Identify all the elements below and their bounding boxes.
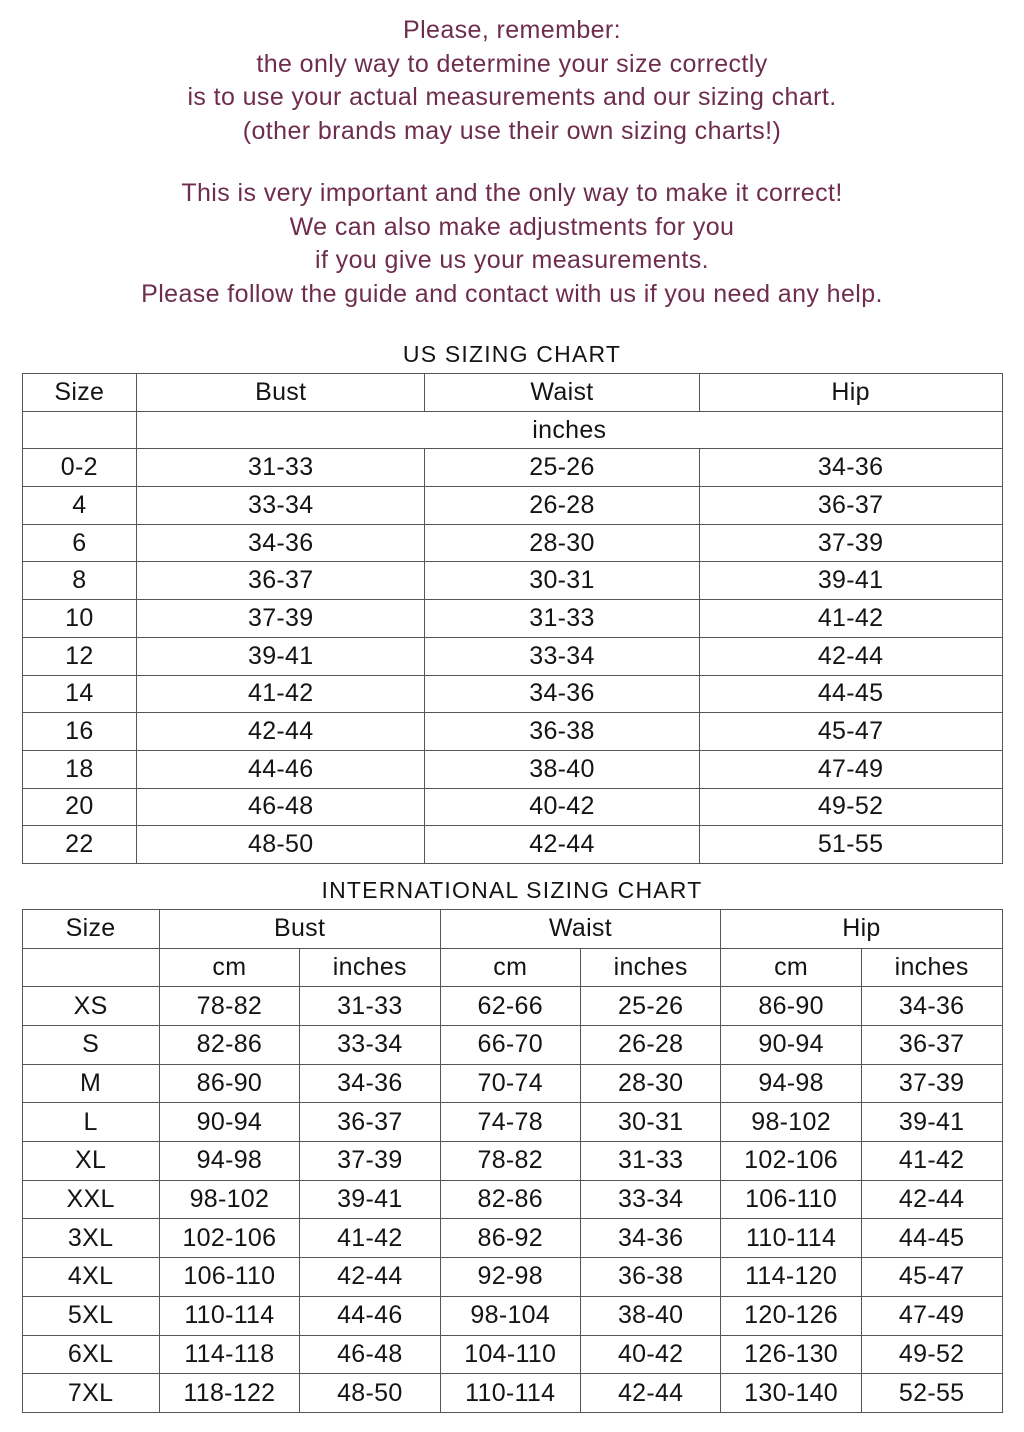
table-cell: 37-39 [699, 524, 1002, 562]
table-cell: 40-42 [425, 788, 699, 826]
table-cell: 98-102 [159, 1180, 299, 1219]
table-cell: 25-26 [580, 987, 720, 1026]
table-cell: 42-44 [137, 713, 425, 751]
table-cell: 34-36 [425, 675, 699, 713]
table-cell: 10 [22, 600, 137, 638]
table-cell: 86-90 [721, 987, 861, 1026]
intl-unit-bust-cm: cm [159, 948, 299, 987]
table-row [22, 987, 1002, 1026]
table-row [22, 600, 1002, 638]
table-row [22, 826, 1002, 864]
intl-col-header-hip: Hip [721, 909, 1002, 948]
table-cell: 34-36 [861, 987, 1002, 1026]
table-cell: XS [22, 987, 159, 1026]
table-cell: 47-49 [861, 1296, 1002, 1335]
us-unit-label: inches [137, 411, 1002, 449]
table-cell: 37-39 [300, 1142, 440, 1181]
table-cell: 38-40 [425, 750, 699, 788]
table-cell: 31-33 [300, 987, 440, 1026]
table-cell: 37-39 [137, 600, 425, 638]
table-cell: 8 [22, 562, 137, 600]
table-cell: 36-37 [300, 1103, 440, 1142]
table-cell: 39-41 [300, 1180, 440, 1219]
table-row [22, 788, 1002, 826]
table-cell: 36-37 [861, 1026, 1002, 1065]
intro-paragraph-importance [0, 177, 1024, 311]
us-sizing-table [22, 373, 1003, 864]
table-cell: 14 [22, 675, 137, 713]
table-cell: 41-42 [137, 675, 425, 713]
table-row [22, 1026, 1002, 1065]
table-row [22, 750, 1002, 788]
table-cell: 4 [22, 487, 137, 525]
table-cell: 92-98 [440, 1258, 580, 1297]
table-row [22, 1180, 1002, 1219]
table-cell: XL [22, 1142, 159, 1181]
intro-line: (other brands may use their own sizing charts!) [242, 116, 782, 145]
table-cell: 82-86 [440, 1180, 580, 1219]
us-unit-empty-cell [22, 411, 137, 449]
table-cell: 34-36 [580, 1219, 720, 1258]
table-cell: 39-41 [861, 1103, 1002, 1142]
table-cell: 41-42 [699, 600, 1002, 638]
table-cell: 6 [22, 524, 137, 562]
intl-unit-bust-inches: inches [300, 948, 440, 987]
table-cell: 4XL [22, 1258, 159, 1297]
table-cell: 110-114 [721, 1219, 861, 1258]
table-cell: XXL [22, 1180, 159, 1219]
table-cell: 98-102 [721, 1103, 861, 1142]
table-cell: 114-120 [721, 1258, 861, 1297]
table-row [22, 1142, 1002, 1181]
table-cell: 42-44 [580, 1374, 720, 1413]
table-cell: 45-47 [699, 713, 1002, 751]
table-cell: 30-31 [425, 562, 699, 600]
intl-unit-hip-cm: cm [721, 948, 861, 987]
table-cell: 42-44 [861, 1180, 1002, 1219]
us-table-header [22, 374, 1002, 449]
table-row [22, 637, 1002, 675]
table-cell: 46-48 [300, 1335, 440, 1374]
us-col-header-waist: Waist [425, 374, 699, 412]
table-cell: 106-110 [159, 1258, 299, 1297]
table-cell: 25-26 [425, 449, 699, 487]
table-cell: 51-55 [699, 826, 1002, 864]
table-cell: 33-34 [300, 1026, 440, 1065]
table-cell: 78-82 [159, 987, 299, 1026]
table-row [22, 562, 1002, 600]
intro-line: is to use your actual measurements and our sizing chart. [187, 83, 837, 111]
table-cell: 98-104 [440, 1296, 580, 1335]
table-cell: 48-50 [300, 1374, 440, 1413]
table-row [22, 1374, 1002, 1413]
table-cell: 86-92 [440, 1219, 580, 1258]
table-cell: 22 [22, 826, 137, 864]
table-cell: 90-94 [721, 1026, 861, 1065]
international-unit-row [22, 948, 1002, 987]
table-cell: 46-48 [137, 788, 425, 826]
table-row [22, 1064, 1002, 1103]
table-cell: 38-40 [580, 1296, 720, 1335]
international-table-header [22, 909, 1002, 986]
intl-col-header-size: Size [22, 909, 159, 948]
table-cell: 16 [22, 713, 137, 751]
table-cell: 28-30 [580, 1064, 720, 1103]
table-cell: 26-28 [425, 487, 699, 525]
table-cell: 44-46 [300, 1296, 440, 1335]
table-cell: 41-42 [861, 1142, 1002, 1181]
table-cell: 34-36 [300, 1064, 440, 1103]
table-cell: 18 [22, 750, 137, 788]
table-cell: 130-140 [721, 1374, 861, 1413]
table-cell: 31-33 [137, 449, 425, 487]
table-row [22, 1219, 1002, 1258]
intl-unit-waist-cm: cm [440, 948, 580, 987]
table-cell: 28-30 [425, 524, 699, 562]
intro-line: Please, remember: [403, 16, 621, 44]
table-cell: 102-106 [721, 1142, 861, 1181]
table-cell: 42-44 [300, 1258, 440, 1297]
intro-line: This is very important and the only way to make it correct! [181, 179, 843, 207]
table-cell: 0-2 [22, 449, 137, 487]
table-cell: 48-50 [137, 826, 425, 864]
table-cell: 118-122 [159, 1374, 299, 1413]
table-cell: 30-31 [580, 1103, 720, 1142]
table-cell: 34-36 [699, 449, 1002, 487]
table-cell: 12 [22, 637, 137, 675]
table-cell: 45-47 [861, 1258, 1002, 1297]
intro-line: We can also make adjustments for you [289, 212, 735, 241]
table-row [22, 449, 1002, 487]
table-cell: 94-98 [721, 1064, 861, 1103]
table-cell: 31-33 [580, 1142, 720, 1181]
table-cell: L [22, 1103, 159, 1142]
table-cell: 74-78 [440, 1103, 580, 1142]
us-table-body [22, 449, 1002, 864]
table-cell: 110-114 [440, 1374, 580, 1413]
intro-line: the only way to determine your size correctly [256, 49, 768, 78]
table-row [22, 1258, 1002, 1297]
table-cell: 34-36 [137, 524, 425, 562]
table-cell: 86-90 [159, 1064, 299, 1103]
table-cell: 20 [22, 788, 137, 826]
table-cell: 44-45 [699, 675, 1002, 713]
us-col-header-hip: Hip [699, 374, 1002, 412]
table-cell: 33-34 [425, 637, 699, 675]
table-cell: 39-41 [137, 637, 425, 675]
table-cell: 78-82 [440, 1142, 580, 1181]
table-cell: S [22, 1026, 159, 1065]
table-cell: 52-55 [861, 1374, 1002, 1413]
us-col-header-bust: Bust [137, 374, 425, 412]
international-sizing-table [22, 909, 1003, 1413]
intro-text [0, 0, 1024, 311]
table-cell: 36-37 [137, 562, 425, 600]
us-chart-title: US SIZING CHART [402, 341, 622, 367]
intro-paragraph-reminder [0, 14, 1024, 148]
international-table-body [22, 987, 1002, 1413]
table-cell: 42-44 [699, 637, 1002, 675]
table-cell: 70-74 [440, 1064, 580, 1103]
table-cell: 47-49 [699, 750, 1002, 788]
intl-unit-hip-inches: inches [861, 948, 1002, 987]
table-cell: 36-38 [580, 1258, 720, 1297]
table-cell: 106-110 [721, 1180, 861, 1219]
table-cell: M [22, 1064, 159, 1103]
table-cell: 36-38 [425, 713, 699, 751]
table-cell: 110-114 [159, 1296, 299, 1335]
table-cell: 120-126 [721, 1296, 861, 1335]
table-cell: 42-44 [425, 826, 699, 864]
table-row [22, 1296, 1002, 1335]
table-cell: 40-42 [580, 1335, 720, 1374]
us-col-header-size: Size [22, 374, 137, 412]
intl-col-header-waist: Waist [440, 909, 721, 948]
intl-unit-empty-cell [22, 948, 159, 987]
table-cell: 36-37 [699, 487, 1002, 525]
table-cell: 90-94 [159, 1103, 299, 1142]
table-cell: 6XL [22, 1335, 159, 1374]
table-cell: 82-86 [159, 1026, 299, 1065]
us-unit-row [22, 411, 1002, 449]
table-cell: 66-70 [440, 1026, 580, 1065]
table-cell: 37-39 [861, 1064, 1002, 1103]
table-cell: 5XL [22, 1296, 159, 1335]
table-row [22, 487, 1002, 525]
table-cell: 44-45 [861, 1219, 1002, 1258]
table-cell: 31-33 [425, 600, 699, 638]
table-cell: 126-130 [721, 1335, 861, 1374]
table-cell: 3XL [22, 1219, 159, 1258]
table-cell: 7XL [22, 1374, 159, 1413]
table-cell: 33-34 [137, 487, 425, 525]
table-row [22, 713, 1002, 751]
table-cell: 26-28 [580, 1026, 720, 1065]
intl-col-header-bust: Bust [159, 909, 440, 948]
table-row [22, 524, 1002, 562]
table-cell: 44-46 [137, 750, 425, 788]
table-cell: 49-52 [861, 1335, 1002, 1374]
table-cell: 49-52 [699, 788, 1002, 826]
table-cell: 94-98 [159, 1142, 299, 1181]
intl-unit-waist-inches: inches [580, 948, 720, 987]
table-row [22, 675, 1002, 713]
table-cell: 41-42 [300, 1219, 440, 1258]
table-cell: 39-41 [699, 562, 1002, 600]
intro-line: if you give us your measurements. [315, 246, 709, 274]
intro-line: Please follow the guide and contact with us if you need any help. [141, 279, 883, 308]
table-cell: 62-66 [440, 987, 580, 1026]
table-cell: 33-34 [580, 1180, 720, 1219]
international-chart-title: INTERNATIONAL SIZING CHART [321, 876, 703, 903]
table-cell: 114-118 [159, 1335, 299, 1374]
table-cell: 104-110 [440, 1335, 580, 1374]
table-row [22, 1103, 1002, 1142]
table-cell: 102-106 [159, 1219, 299, 1258]
table-row [22, 1335, 1002, 1374]
international-header-row [22, 909, 1002, 948]
us-header-row [22, 374, 1002, 412]
